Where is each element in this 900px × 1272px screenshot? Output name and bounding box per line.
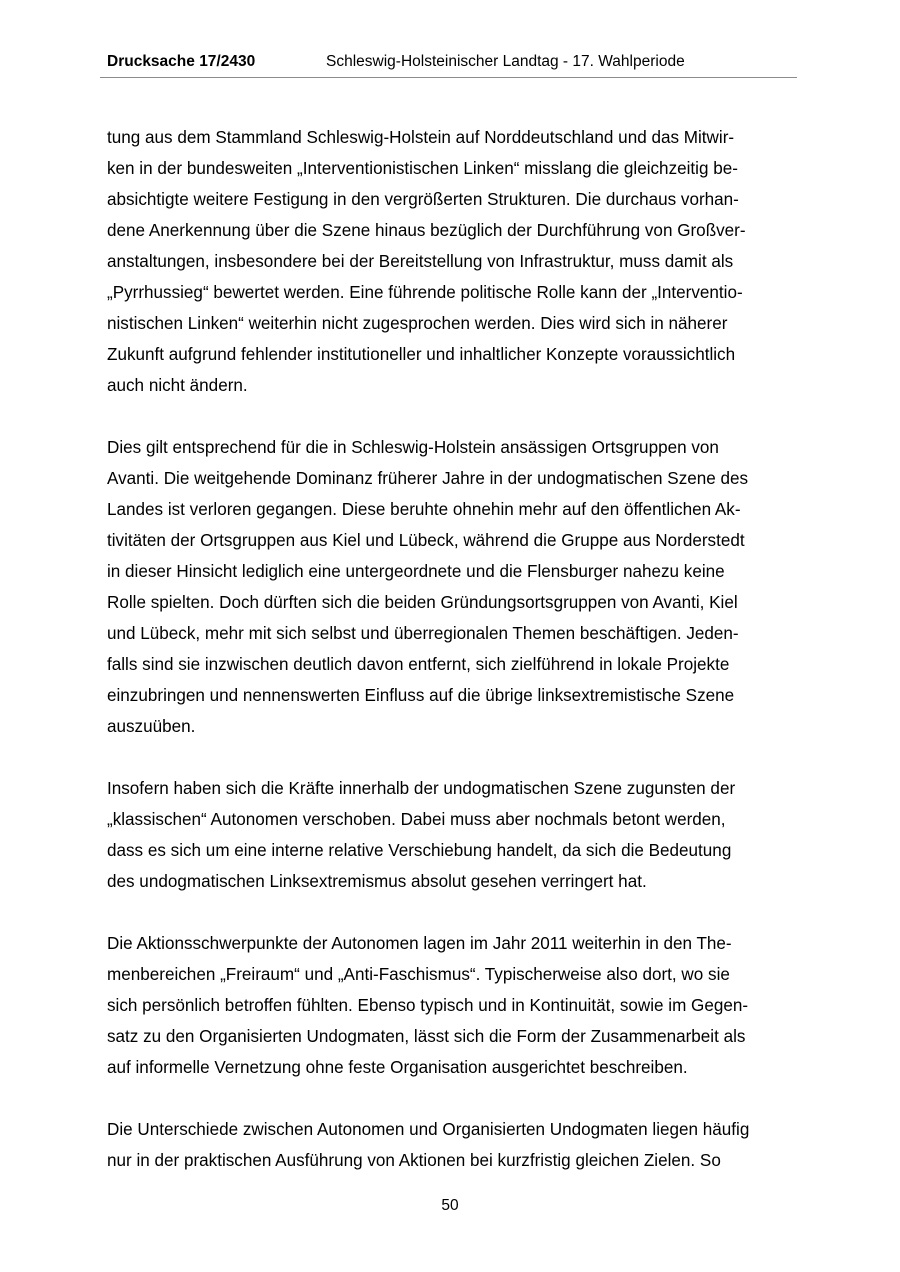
text-line: Rolle spielten. Doch dürften sich die beiden Gründungsortsgruppen von Avanti, Kiel xyxy=(107,593,738,612)
page-number: 50 xyxy=(441,1197,459,1214)
text-line: Avanti. Die weitgehende Dominanz früherer Jahre in der undogmatischen Szene des xyxy=(107,469,749,488)
text-line: anstaltungen, insbesondere bei der Bereitstellung von Infrastruktur, muss damit als xyxy=(107,252,734,271)
text-line: tivitäten der Ortsgruppen aus Kiel und Lübeck, während die Gruppe aus Norderstedt xyxy=(107,531,745,550)
text-line: auch nicht ändern. xyxy=(107,376,248,395)
text-line: Die Unterschiede zwischen Autonomen und Organisierten Undogmaten liegen häufig xyxy=(107,1120,750,1139)
text-line: Insofern haben sich die Kräfte innerhalb der undogmatischen Szene zugunsten der xyxy=(107,779,736,798)
paragraph xyxy=(107,432,797,742)
paragraph-gap xyxy=(107,401,797,432)
text-line: „Pyrrhussieg“ bewertet werden. Eine führende politische Rolle kann der „Interventio- xyxy=(107,283,743,302)
paragraph xyxy=(107,928,797,1083)
text-line: einzubringen und nennenswerten Einfluss auf die übrige linksextremistische Szene xyxy=(107,686,735,705)
page-header xyxy=(100,52,797,78)
text-line: absichtigte weitere Festigung in den vergrößerten Strukturen. Die durchaus vorhan- xyxy=(107,190,739,209)
text-line: dene Anerkennung über die Szene hinaus bezüglich der Durchführung von Großver- xyxy=(107,221,746,240)
text-line: auszuüben. xyxy=(107,717,196,736)
text-line: falls sind sie inzwischen deutlich davon entfernt, sich zielführend in lokale Projekte xyxy=(107,655,730,674)
text-line: ken in der bundesweiten „Interventionistischen Linken“ misslang die gleichzeitig be- xyxy=(107,159,738,178)
paragraph xyxy=(107,773,797,897)
text-line: Landes ist verloren gegangen. Diese beruhte ohnehin mehr auf den öffentlichen Ak- xyxy=(107,500,741,519)
document-title: Schleswig-Holsteinischer Landtag - 17. Wahlperiode xyxy=(326,53,685,70)
text-line: auf informelle Vernetzung ohne feste Organisation ausgerichtet beschreiben. xyxy=(107,1058,688,1077)
text-line: dass es sich um eine interne relative Verschiebung handelt, da sich die Bedeutung xyxy=(107,841,732,860)
paragraph-gap xyxy=(107,897,797,928)
text-line: nur in der praktischen Ausführung von Aktionen bei kurzfristig gleichen Zielen. So xyxy=(107,1151,721,1170)
text-line: in dieser Hinsicht lediglich eine untergeordnete und die Flensburger nahezu keine xyxy=(107,562,725,581)
text-line: satz zu den Organisierten Undogmaten, lässt sich die Form der Zusammenarbeit als xyxy=(107,1027,746,1046)
text-line: sich persönlich betroffen fühlten. Ebenso typisch und in Kontinuität, sowie im Gegen- xyxy=(107,996,749,1015)
paragraph-gap xyxy=(107,742,797,773)
text-line: und Lübeck, mehr mit sich selbst und überregionalen Themen beschäftigen. Jeden- xyxy=(107,624,739,643)
text-line: tung aus dem Stammland Schleswig-Holstein auf Norddeutschland und das Mitwir- xyxy=(107,128,735,147)
paragraph xyxy=(107,1114,797,1176)
document-number: Drucksache 17/2430 xyxy=(107,53,256,70)
text-line: Zukunft aufgrund fehlender institutioneller und inhaltlicher Konzepte voraussichtlich xyxy=(107,345,736,364)
text-line: des undogmatischen Linksextremismus absolut gesehen verringert hat. xyxy=(107,872,647,891)
text-line: Dies gilt entsprechend für die in Schleswig-Holstein ansässigen Ortsgruppen von xyxy=(107,438,719,457)
text-line: Die Aktionsschwerpunkte der Autonomen lagen im Jahr 2011 weiterhin in den The- xyxy=(107,934,732,953)
paragraph-gap xyxy=(107,1083,797,1114)
body-text xyxy=(107,122,797,1176)
paragraph xyxy=(107,122,797,401)
text-line: menbereichen „Freiraum“ und „Anti-Faschismus“. Typischerweise also dort, wo sie xyxy=(107,965,730,984)
text-line: „klassischen“ Autonomen verschoben. Dabei muss aber nochmals betont werden, xyxy=(107,810,726,829)
text-line: nistischen Linken“ weiterhin nicht zugesprochen werden. Dies wird sich in näherer xyxy=(107,314,728,333)
